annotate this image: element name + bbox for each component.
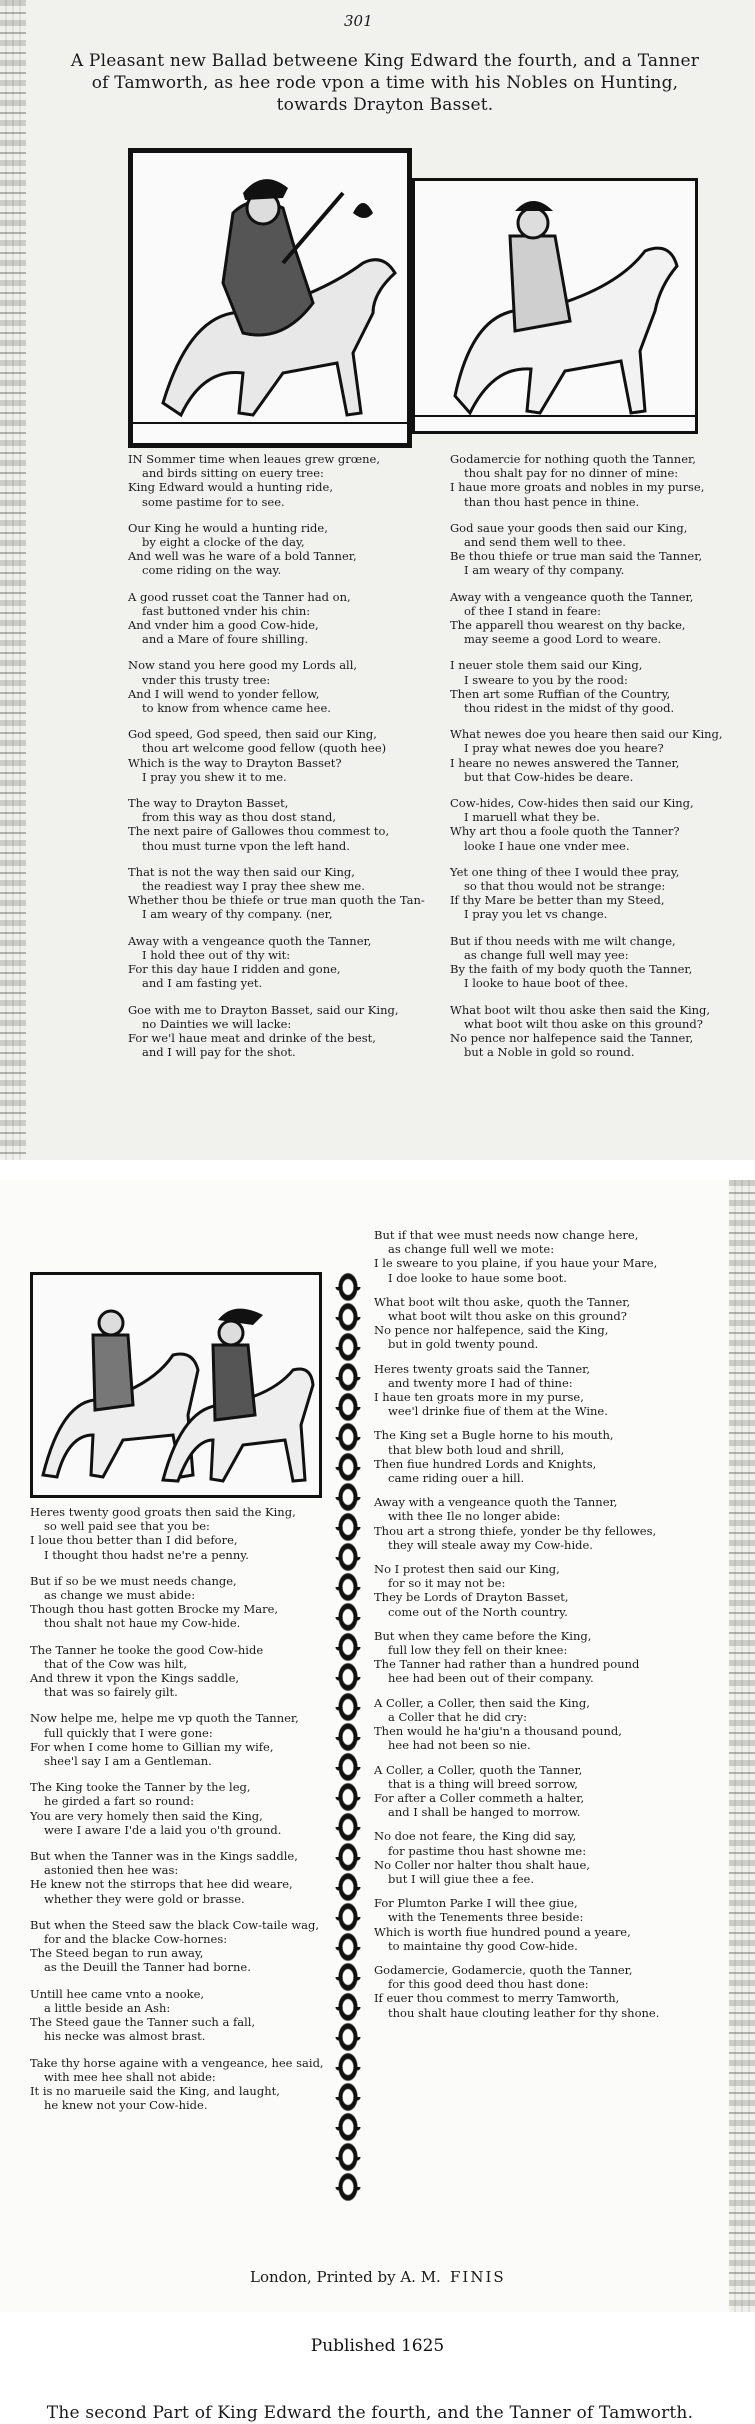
verse-line: The next paire of Gallowes thou commest to, — [128, 824, 390, 839]
stanza — [374, 1495, 694, 1552]
verse-line: for so it may not be: — [388, 1576, 506, 1591]
verse-line: But if that wee must needs now change here, — [374, 1228, 639, 1242]
verse-line: I am weary of thy company. (ner, — [142, 907, 333, 922]
second-part-title: The second Part of King Edward the fourth, and the Tanner of Tamworth. — [46, 2403, 694, 2423]
verse-line: for pastime thou hast showne me: — [388, 1843, 587, 1858]
verse-line: full quickly that I were gone: — [44, 1725, 213, 1740]
verse-line: A Coller, a Coller, then said the King, — [374, 1695, 590, 1710]
verse-line: they will steale away my Cow-hide. — [388, 1537, 593, 1552]
stanza — [450, 727, 742, 784]
stanza — [30, 1987, 328, 2044]
verse-line: come riding on the way. — [142, 563, 282, 578]
verse-line: The King set a Bugle horne to his mouth, — [374, 1428, 614, 1443]
verse-column-right — [450, 452, 742, 1071]
verse-line: what boot wilt thou aske on this ground? — [464, 1016, 703, 1031]
verse-line: I looke to haue boot of thee. — [464, 976, 629, 991]
verse-line: I neuer stole them said our King, — [450, 658, 643, 673]
king-on-horseback-woodcut — [128, 148, 412, 448]
stanza — [128, 796, 458, 853]
verse-line: But if so be we must needs change, — [30, 1573, 237, 1588]
verse-line: thou shalt not haue my Cow-hide. — [44, 1616, 241, 1631]
verse-line: Then would he ha'giu'n a thousand pound, — [374, 1724, 622, 1739]
verse-line: But when the Tanner was in the Kings saddle, — [30, 1849, 298, 1864]
verse-line: hee had not been so nie. — [388, 1738, 531, 1753]
stanza — [30, 1505, 328, 1562]
chain-ornament-divider — [330, 1272, 366, 2202]
verse-line: What boot wilt thou aske then said the King, — [450, 1002, 711, 1017]
stanza — [30, 1780, 328, 1837]
verse-line: Godamercie for nothing quoth the Tanner, — [450, 452, 696, 466]
verse-line: thou shalt pay for no dinner of mine: — [464, 466, 679, 481]
verse-line: No doe not feare, the King did say, — [374, 1829, 577, 1844]
verse-line: I maruell what they be. — [464, 810, 600, 825]
verse-line: thou must turne vpon the left hand. — [142, 838, 350, 853]
verse-line: I doe looke to haue some boot. — [388, 1270, 567, 1285]
verse-line: his necke was almost brast. — [44, 2029, 206, 2044]
verse-line: I am weary of thy company. — [464, 563, 625, 578]
verse-line: and a Mare of foure shilling. — [142, 632, 309, 647]
verse-line: That is not the way then said our King, — [128, 864, 355, 879]
verse-line: For after a Coller commeth a halter, — [374, 1790, 585, 1805]
verse-line: came riding ouer a hill. — [388, 1471, 525, 1486]
verse-line: thou ridest in the midst of thy good. — [464, 701, 675, 716]
verse-line: may seeme a good Lord to weare. — [464, 632, 662, 647]
verse-line: If euer thou commest to merry Tamworth, — [374, 1991, 620, 2006]
verse-line: to maintaine thy good Cow-hide. — [388, 1938, 578, 1953]
verse-line: so that thou would not be strange: — [464, 879, 666, 894]
verse-line: But if thou needs with me wilt change, — [450, 933, 676, 948]
verse-line: but that Cow-hides be deare. — [464, 769, 634, 784]
left-ornamental-border — [0, 0, 26, 1180]
verse-line: with thee Ile no longer abide: — [388, 1509, 561, 1524]
verse-line: Which is the way to Drayton Basset? — [128, 755, 342, 770]
verse-line: The apparell thou wearest on thy backe, — [450, 618, 686, 633]
stanza — [128, 658, 458, 715]
verse-line: as change we must abide: — [44, 1588, 196, 1603]
verse-line: I loue thou better than I did before, — [30, 1533, 238, 1548]
stanza — [374, 1362, 694, 1419]
stanza — [30, 1918, 328, 1975]
verse-line: By the faith of my body quoth the Tanner, — [450, 962, 693, 977]
verse-line: Now stand you here good my Lords all, — [128, 658, 358, 673]
stanza — [450, 452, 742, 509]
stanza — [128, 865, 458, 922]
verse-line: and twenty more I had of thine: — [388, 1375, 573, 1390]
verse-line: and I am fasting yet. — [142, 976, 263, 991]
verse-line: You are very homely then said the King, — [30, 1808, 263, 1823]
verse-line: God speed, God speed, then said our King, — [128, 727, 377, 742]
verse-line: Take thy horse againe with a vengeance, hee said, — [30, 2055, 324, 2070]
stanza — [374, 1562, 694, 1619]
right-ornamental-border — [729, 1180, 755, 2312]
verse-line: he girded a fart so round: — [44, 1794, 194, 1809]
verse-line: Why art thou a foole quoth the Tanner? — [450, 824, 680, 839]
verse-line: Then art some Ruffian of the Country, — [450, 686, 671, 701]
printer-imprint: London, Printed by A. M. — [250, 2268, 441, 2286]
verse-line: I haue ten groats more in my purse, — [374, 1390, 584, 1405]
verse-line: Cow-hides, Cow-hides then said our King, — [450, 796, 694, 811]
verse-line: What boot wilt thou aske, quoth the Tanner, — [374, 1294, 631, 1309]
stanza — [374, 1696, 694, 1753]
verse-line: fast buttoned vnder his chin: — [142, 603, 311, 618]
verse-line: And well was he ware of a bold Tanner, — [128, 549, 357, 564]
stanza — [128, 452, 458, 509]
stanza — [374, 1963, 694, 2020]
verse-line: that was so fairely gilt. — [44, 1685, 178, 1700]
verse-line: For when I come home to Gillian my wife, — [30, 1739, 274, 1754]
verse-line: Away with a vengeance quoth the Tanner, — [450, 589, 694, 604]
stanza — [374, 1228, 694, 1285]
verse-line: It is no marueile said the King, and laught, — [30, 2083, 280, 2098]
stanza — [128, 1003, 458, 1060]
verse-line: thou art welcome good fellow (quoth hee) — [142, 741, 387, 756]
verse-line: The Tanner had rather than a hundred pound — [374, 1657, 640, 1672]
stanza — [30, 1643, 328, 1700]
verse-line: Yet one thing of thee I would thee pray, — [450, 864, 680, 879]
verse-line: as change full well we mote: — [388, 1242, 555, 1257]
sheet-divider — [0, 1160, 755, 1182]
verse-line: come out of the North country. — [388, 1604, 568, 1619]
verse-line: And vnder him a good Cow-hide, — [128, 618, 319, 633]
stanza — [374, 1629, 694, 1686]
verse-line: for this good deed thou hast done: — [388, 1977, 589, 1992]
stanza — [374, 1295, 694, 1352]
verse-line: of thee I stand in feare: — [464, 603, 601, 618]
stanza — [374, 1763, 694, 1820]
verse-line: And I will wend to yonder fellow, — [128, 686, 320, 701]
verse-line: The Steed gaue the Tanner such a fall, — [30, 2015, 256, 2030]
page-number: 301 — [344, 12, 373, 30]
verse-line: for and the blacke Cow-hornes: — [44, 1932, 228, 1947]
verse-line: whether they were gold or brasse. — [44, 1891, 245, 1906]
verse-line: than thou hast pence in thine. — [464, 494, 640, 509]
verse-line: No I protest then said our King, — [374, 1562, 560, 1577]
verse-line: and birds sitting on euery tree: — [142, 466, 324, 481]
stanza — [30, 2056, 328, 2113]
verse-line: I heare no newes answered the Tanner, — [450, 755, 680, 770]
verse-line: so well paid see that you be: — [44, 1519, 210, 1534]
verse-line: I pray what newes doe you heare? — [464, 741, 664, 756]
king-and-tanner-woodcut — [30, 1272, 322, 1498]
stanza — [374, 1829, 694, 1886]
stanza — [374, 1896, 694, 1953]
verse-line: Heres twenty good groats then said the King, — [30, 1505, 296, 1519]
verse-line: Which is worth fiue hundred pound a yeare, — [374, 1924, 631, 1939]
verse-line: looke I haue one vnder mee. — [464, 838, 630, 853]
verse-line: I pray you let vs change. — [464, 907, 608, 922]
verse-line: with the Tenements three beside: — [388, 1910, 584, 1925]
verse-line: For Plumton Parke I will thee giue, — [374, 1896, 578, 1911]
verse-column-right — [374, 1228, 694, 2030]
verse-line: Away with a vengeance quoth the Tanner, — [128, 933, 372, 948]
verse-line: For we'l haue meat and drinke of the best, — [128, 1030, 376, 1045]
verse-line: astonied then hee was: — [44, 1863, 179, 1878]
verse-line: IN Sommer time when leaues grew grœne, — [128, 452, 380, 466]
stanza — [450, 521, 742, 578]
verse-line: Whether thou be thiefe or true man quoth the Tan- — [128, 893, 425, 908]
verse-line: Goe with me to Drayton Basset, said our King, — [128, 1002, 399, 1017]
verse-line: and I shall be hanged to morrow. — [388, 1805, 581, 1820]
verse-line: some pastime for to see. — [142, 494, 285, 509]
verse-line: What newes doe you heare then said our King, — [450, 727, 723, 742]
verse-line: but a Noble in gold so round. — [464, 1045, 635, 1060]
stanza — [128, 590, 458, 647]
verse-line: hee had been out of their company. — [388, 1671, 594, 1686]
verse-line: the readiest way I pray thee shew me. — [142, 879, 365, 894]
verse-line: but in gold twenty pound. — [388, 1337, 539, 1352]
verse-line: If thy Mare be better than my Steed, — [450, 893, 665, 908]
verse-line: he knew not your Cow-hide. — [44, 2098, 208, 2113]
verse-line: For this day haue I ridden and gone, — [128, 962, 341, 977]
finis-mark: FINIS — [450, 2268, 506, 2286]
verse-line: what boot wilt thou aske on this ground? — [388, 1309, 627, 1324]
verse-line: full low they fell on their knee: — [388, 1643, 568, 1658]
verse-line: A good russet coat the Tanner had on, — [128, 589, 351, 604]
verse-line: Be thou thiefe or true man said the Tanner, — [450, 549, 703, 564]
verse-line: as change full well may yee: — [464, 947, 629, 962]
verse-line: a little beside an Ash: — [44, 2000, 171, 2015]
verse-line: The Tanner he tooke the good Cow-hide — [30, 1642, 264, 1657]
verse-line: thou shalt haue clouting leather for thy shone. — [388, 2005, 660, 2020]
stanza — [450, 658, 742, 715]
verse-line: Thou art a strong thiefe, yonder be thy fellowes, — [374, 1523, 657, 1538]
verse-line: The Steed began to run away, — [30, 1946, 204, 1961]
verse-line: that of the Cow was hilt, — [44, 1656, 188, 1671]
verse-line: Though thou hast gotten Brocke my Mare, — [30, 1602, 279, 1617]
verse-line: I pray you shew it to me. — [142, 769, 287, 784]
stanza — [128, 934, 458, 991]
stanza — [450, 1003, 742, 1060]
tanner-on-horseback-woodcut — [412, 178, 698, 434]
verse-line: I le sweare to you plaine, if you haue your Mare, — [374, 1256, 658, 1271]
verse-line: with mee hee shall not abide: — [44, 2069, 216, 2084]
verse-line: that is a thing will breed sorrow, — [388, 1776, 578, 1791]
verse-line: but I will giue thee a fee. — [388, 1871, 535, 1886]
verse-line: Untill hee came vnto a nooke, — [30, 1986, 205, 2001]
verse-line: Our King he would a hunting ride, — [128, 520, 328, 535]
stanza — [450, 796, 742, 853]
verse-line: God saue your goods then said our King, — [450, 520, 688, 535]
verse-column-left — [30, 1505, 328, 2124]
verse-line: shee'l say I am a Gentleman. — [44, 1754, 212, 1769]
verse-line: No Coller nor halter thou shalt haue, — [374, 1857, 590, 1872]
stanza — [374, 1428, 694, 1485]
stanza — [450, 865, 742, 922]
stanza — [450, 590, 742, 647]
verse-line: no Dainties we will lacke: — [142, 1016, 292, 1031]
verse-line: Then fiue hundred Lords and Knights, — [374, 1456, 597, 1471]
verse-line: I hold thee out of thy wit: — [142, 947, 291, 962]
verse-line: And threw it vpon the Kings saddle, — [30, 1671, 240, 1686]
publication-caption: Published 1625 — [310, 2336, 445, 2356]
stanza — [128, 521, 458, 578]
verse-line: I haue more groats and nobles in my purse, — [450, 480, 705, 495]
verse-line: But when the Steed saw the black Cow-taile wag, — [30, 1917, 320, 1932]
verse-line: that blew both loud and shrill, — [388, 1442, 565, 1457]
stanza — [30, 1849, 328, 1906]
stanza — [30, 1574, 328, 1631]
verse-column-left — [128, 452, 458, 1071]
verse-line: Heres twenty groats said the Tanner, — [374, 1361, 591, 1376]
verse-line: They be Lords of Drayton Basset, — [374, 1590, 569, 1605]
verse-line: No pence nor halfepence said the Tanner, — [450, 1030, 694, 1045]
verse-line: as the Deuill the Tanner had borne. — [44, 1960, 251, 1975]
verse-line: and I will pay for the shot. — [142, 1045, 296, 1060]
verse-line: wee'l drinke fiue of them at the Wine. — [388, 1404, 608, 1419]
verse-line: No pence nor halfepence, said the King, — [374, 1323, 609, 1338]
verse-line: The way to Drayton Basset, — [128, 796, 289, 811]
verse-line: But when they came before the King, — [374, 1628, 592, 1643]
ballad-sheet-part-one — [0, 0, 755, 1180]
verse-line: The King tooke the Tanner by the leg, — [30, 1780, 251, 1795]
verse-line: to know from whence came hee. — [142, 701, 331, 716]
verse-line: Now helpe me, helpe me vp quoth the Tanner, — [30, 1711, 299, 1726]
verse-line: from this way as thou dost stand, — [142, 810, 337, 825]
verse-line: A Coller, a Coller, quoth the Tanner, — [374, 1762, 583, 1777]
verse-line: He knew not the stirrops that hee did weare, — [30, 1877, 293, 1892]
verse-line: by eight a clocke of the day, — [142, 535, 305, 550]
verse-line: vnder this trusty tree: — [142, 672, 271, 687]
verse-line: I sweare to you by the rood: — [464, 672, 628, 687]
verse-line: Godamercie, Godamercie, quoth the Tanner, — [374, 1962, 633, 1977]
verse-line: were I aware I'de a laid you o'th ground. — [44, 1822, 282, 1837]
stanza — [450, 934, 742, 991]
verse-line: I thought thou hadst ne're a penny. — [44, 1547, 249, 1562]
verse-line: a Coller that he did cry: — [388, 1709, 527, 1724]
verse-line: Away with a vengeance quoth the Tanner, — [374, 1495, 618, 1510]
stanza — [128, 727, 458, 784]
stanza — [30, 1711, 328, 1768]
verse-line: King Edward would a hunting ride, — [128, 480, 333, 495]
verse-line: and send them well to thee. — [464, 535, 626, 550]
ballad-title: A Pleasant new Ballad betweene King Edward the fourth, and a Tanner of Tamworth, as hee rode vpon a time with his Nobles on Hunting, towards Drayton Basset. — [70, 51, 700, 115]
